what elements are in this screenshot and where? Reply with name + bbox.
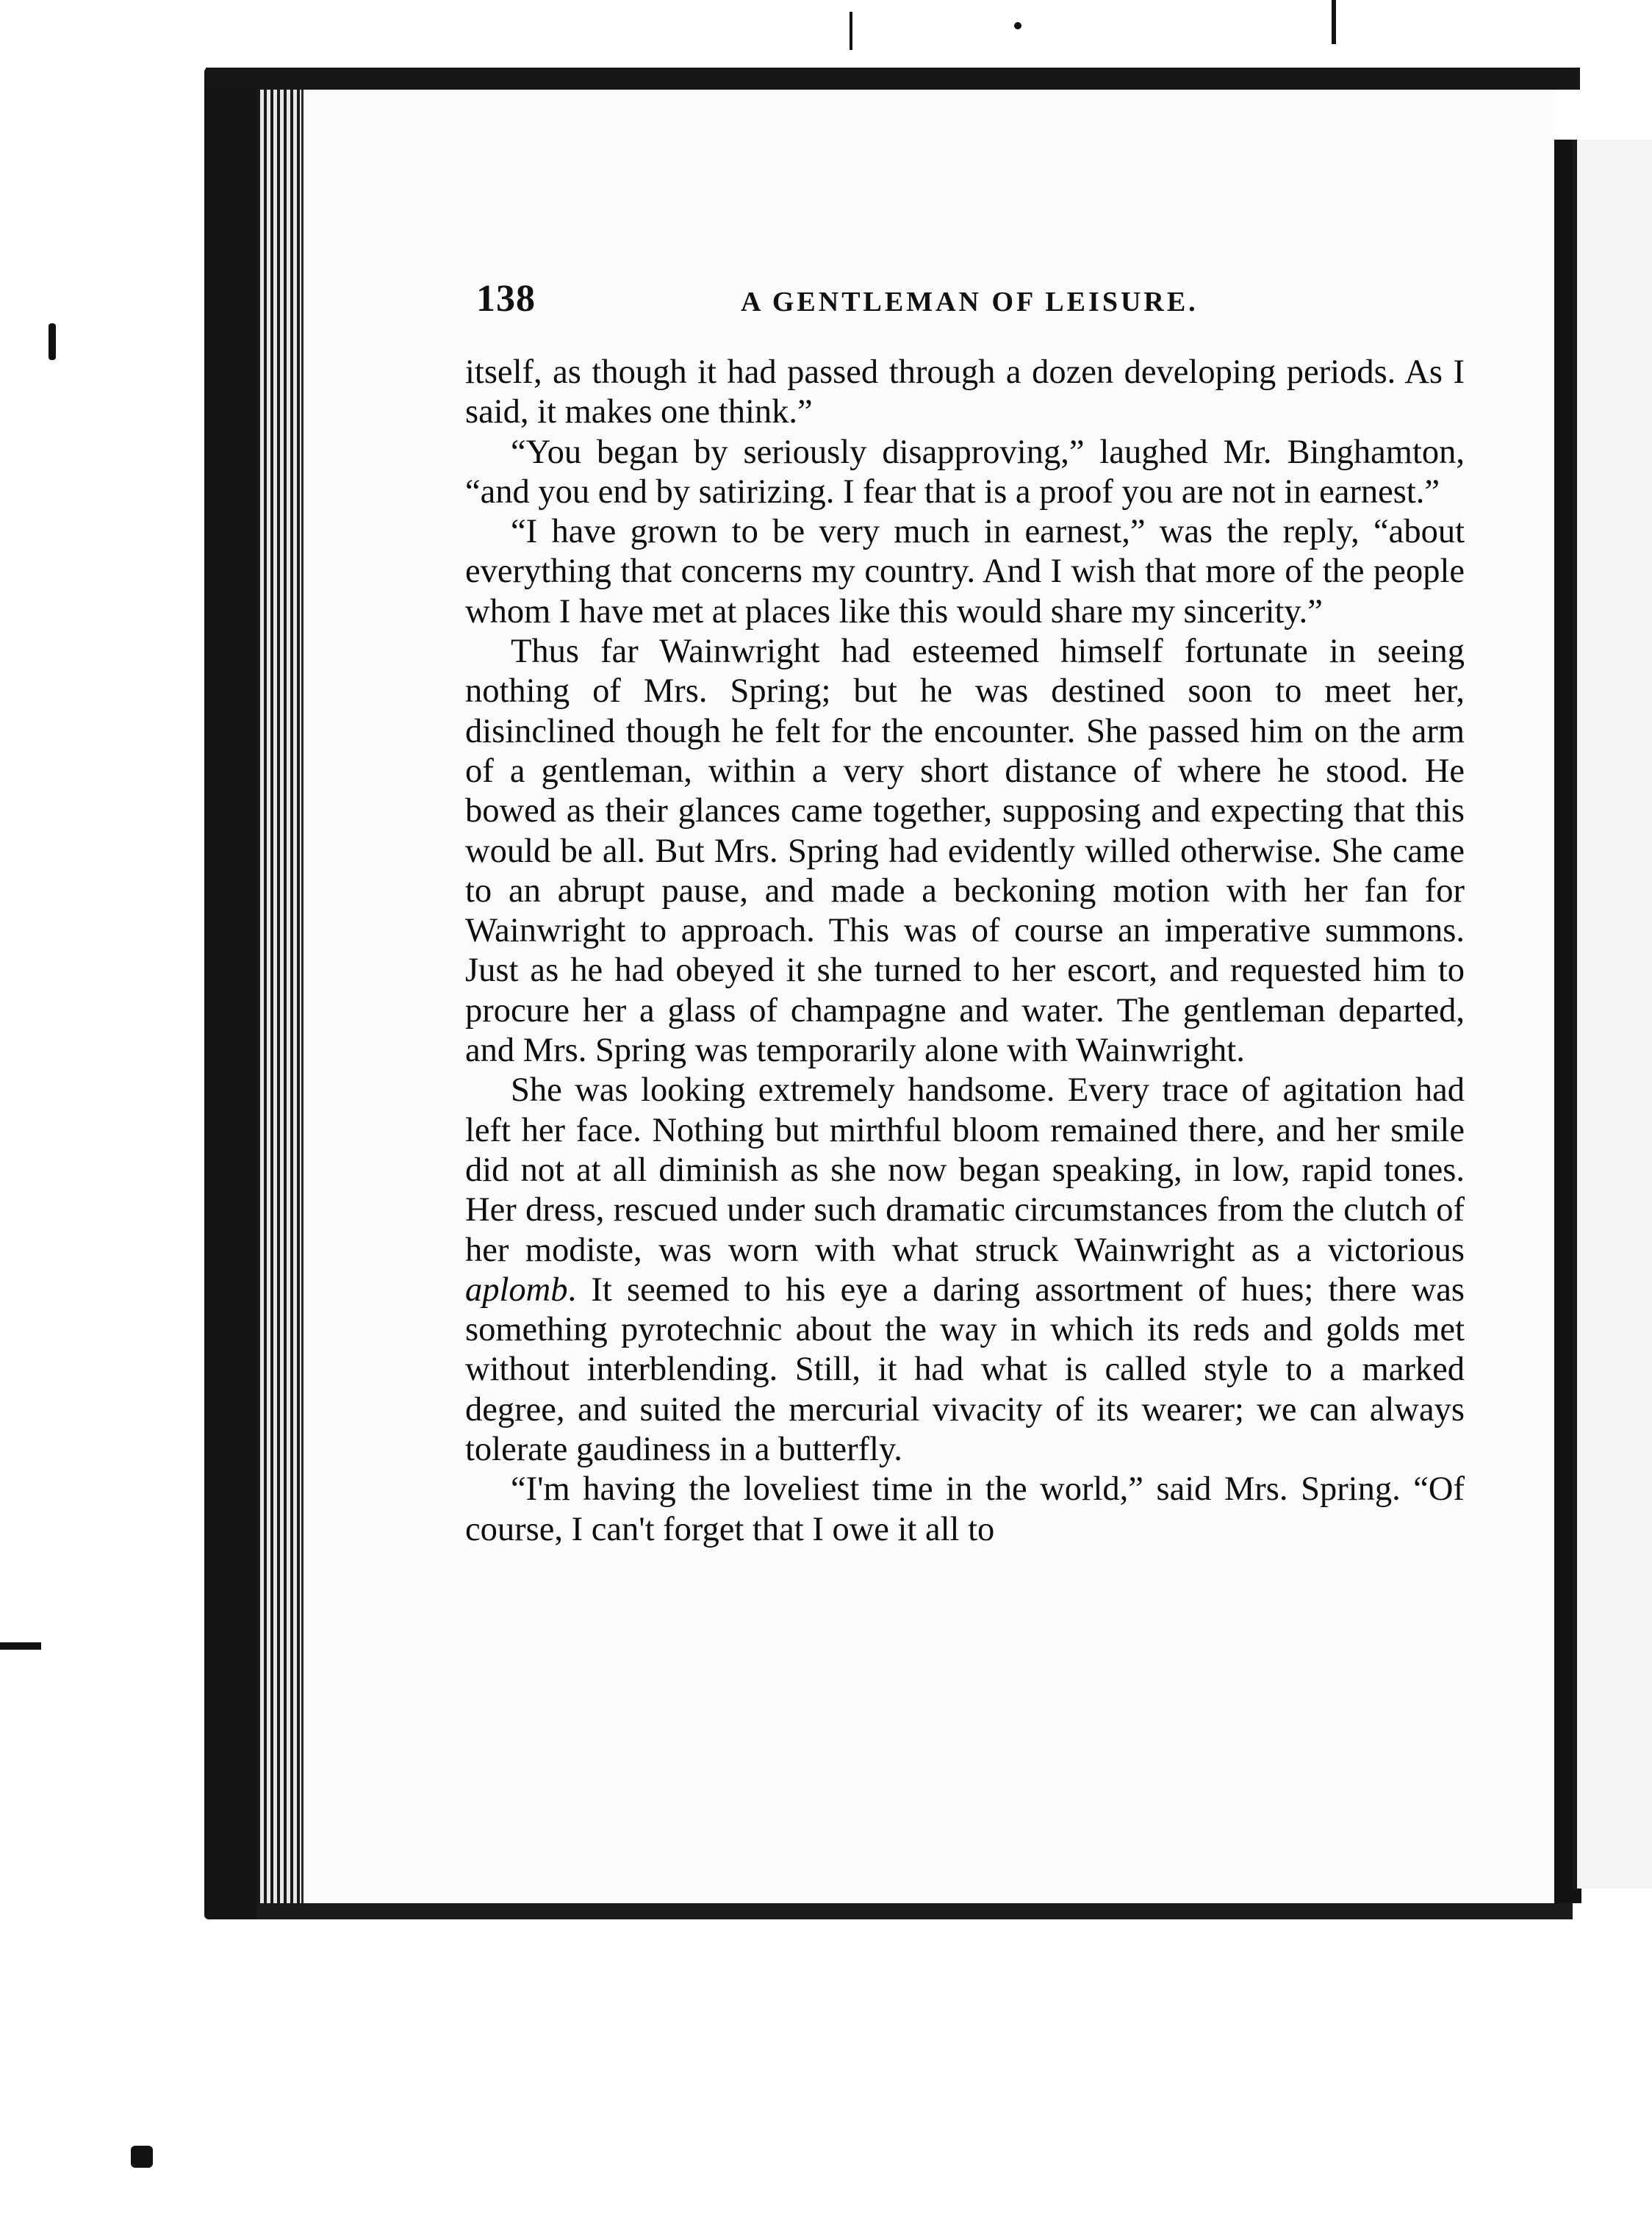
top-binding [206, 68, 1580, 90]
facing-page-edge [1573, 140, 1652, 1889]
paragraph-text: itself, as though it had passed through a dozen developing periods. As I said, it makes one think.” [465, 353, 1465, 431]
page-header [476, 277, 1498, 336]
bottom-binding [257, 1903, 1573, 1919]
paragraph [465, 632, 1465, 1071]
paragraph [465, 433, 1465, 513]
paragraph-text: “I'm having the loveliest time in the world,” said Mrs. Spring. “Of course, I can't forget that I owe it all to [465, 1470, 1465, 1548]
body-text [465, 353, 1465, 1550]
paragraph [465, 1071, 1465, 1470]
scan-speck [850, 12, 852, 50]
book-page [301, 90, 1554, 1903]
paragraph-text-continued: . It seemed to his eye a daring assortment of hues; there was something pyrotechnic about the way in which its reds and golds met without interblending. Still, it had what is called style to a marked degree, and suited the mercurial vivacity of its wearer; we can always tolerate gaudiness in a butterfly. [465, 1271, 1465, 1469]
scan-speck [1014, 22, 1021, 29]
book-spine [204, 68, 257, 1919]
paragraph [465, 1470, 1465, 1550]
page-number: 138 [476, 278, 536, 320]
paragraph [465, 353, 1465, 433]
paragraph-text: She was looking extremely handsome. Every trace of agitation had left her face. Nothing but mirthful bloom remained there, and her smile did not at all diminish as she now began speaking, in low, rapid tones. Her dress, rescued under such dramatic circumstances from the clutch of her modiste, was worn with what struck Wainwright as a victorious [465, 1071, 1465, 1269]
page-edges [257, 73, 301, 1918]
paragraph-text: Thus far Wainwright had esteemed himself fortunate in seeing nothing of Mrs. Spring; but he was destined soon to meet her, disinclined though he felt for the encounter. She passed him on the arm of a gentleman, within a very short distance of where he stood. He bowed as their glances came together, supposing and expecting that this would be all. But Mrs. Spring had evidently willed otherwise. She came to an abrupt pause, and made a beckoning motion with her fan for Wainwright to approach. This was of course an imperative summons. Just as he had obeyed it she turned to her escort, and requested him to procure her a glass of champagne and water. The gentleman departed, and Mrs. Spring was temporarily alone with Wainwright. [465, 633, 1465, 1070]
running-title: A GENTLEMAN OF LEISURE. [741, 287, 1199, 317]
italic-word: aplomb [465, 1271, 568, 1309]
scan-speck [1332, 0, 1336, 44]
paragraph-text: “I have grown to be very much in earnest,” was the reply, “about everything that concerns my country. And I wish that more of the people whom I have met at places like this would share my sincerity.” [465, 513, 1465, 630]
paragraph-text: “You began by seriously disapproving,” laughed Mr. Binghamton, “and you end by satirizing. I fear that is a proof you are not in earnest.” [465, 433, 1465, 511]
scan-speck [49, 323, 56, 360]
scan-speck [0, 1642, 41, 1650]
scan-speck [131, 2146, 153, 2168]
paragraph [465, 512, 1465, 632]
